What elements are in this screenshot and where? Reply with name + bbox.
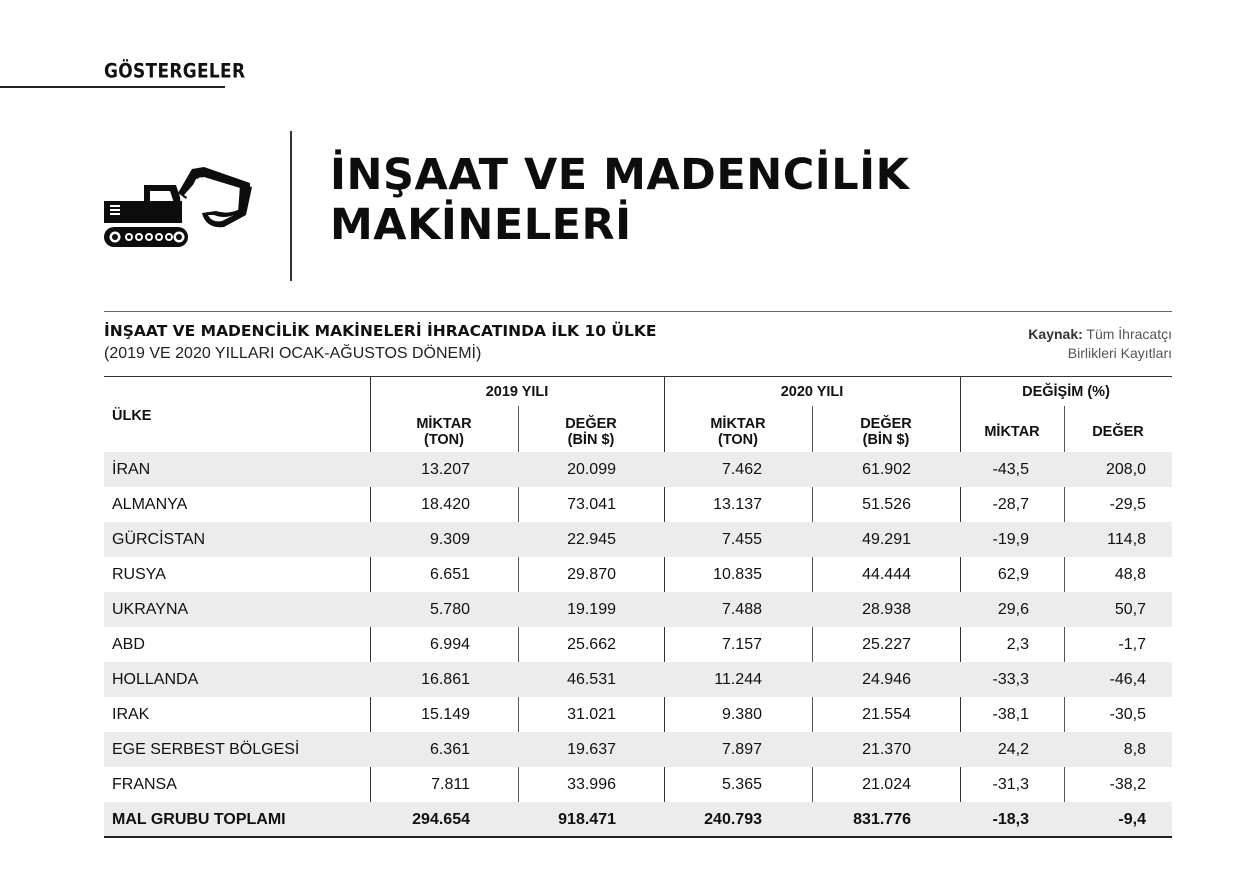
value-cell-v2019: 73.041 xyxy=(567,496,616,513)
value-cell-q2019: 13.207 xyxy=(421,461,470,478)
value-cell-q2020: 7.488 xyxy=(721,601,762,618)
value-cell-v2020: 21.554 xyxy=(862,706,911,723)
header-2020-qty-l1: MİKTAR xyxy=(710,416,766,432)
value-cell-cq: -43,5 xyxy=(992,461,1029,478)
header-2020-qty xyxy=(664,416,812,448)
table-row xyxy=(104,627,1172,662)
value-cell-v2020: 21.024 xyxy=(862,776,911,793)
value-cell-v2020: 61.902 xyxy=(862,461,911,478)
excavator-icon xyxy=(100,163,258,253)
country-cell: İRAN xyxy=(112,461,151,478)
table-row xyxy=(104,522,1172,557)
value-cell-q2020: 10.835 xyxy=(713,566,762,583)
table-row xyxy=(104,487,1172,522)
value-cell-v2019: 19.199 xyxy=(567,601,616,618)
country-cell: MAL GRUBU TOPLAMI xyxy=(112,811,286,828)
header-2019-val-l1: DEĞER xyxy=(565,416,617,432)
table-row xyxy=(104,452,1172,487)
header-2019-qty xyxy=(370,416,518,448)
country-cell: FRANSA xyxy=(112,776,177,793)
value-cell-q2019: 18.420 xyxy=(421,496,470,513)
country-cell: EGE SERBEST BÖLGESİ xyxy=(112,741,300,758)
header-2020-val-l2: (BİN $) xyxy=(862,432,910,448)
value-cell-cq: 29,6 xyxy=(997,601,1029,618)
value-cell-v2019: 22.945 xyxy=(567,531,616,548)
header-change-val: DEĞER xyxy=(1092,424,1144,440)
country-cell: RUSYA xyxy=(112,566,166,583)
header-2019-qty-l2: (TON) xyxy=(423,432,464,448)
country-cell: ABD xyxy=(112,636,145,653)
value-cell-v2020: 49.291 xyxy=(862,531,911,548)
value-cell-v2020: 21.370 xyxy=(862,741,911,758)
value-cell-q2020: 13.137 xyxy=(713,496,762,513)
value-cell-q2019: 16.861 xyxy=(421,671,470,688)
value-cell-v2020: 831.776 xyxy=(853,811,911,828)
country-cell: HOLLANDA xyxy=(112,671,199,688)
value-cell-q2020: 11.244 xyxy=(714,671,762,688)
table-row xyxy=(104,662,1172,697)
header-2020: 2020 YILI xyxy=(780,384,844,400)
source-line-2: Birlikleri Kayıtları xyxy=(1067,345,1172,361)
header-2019-val-l2: (BİN $) xyxy=(567,432,615,448)
value-cell-q2019: 5.780 xyxy=(429,601,470,618)
header-2019-qty-l1: MİKTAR xyxy=(416,416,472,432)
value-cell-cv: -46,4 xyxy=(1109,671,1146,688)
section-tag: GÖSTERGELER xyxy=(104,60,246,83)
value-cell-v2020: 28.938 xyxy=(862,601,911,618)
value-cell-cq: 24,2 xyxy=(997,741,1029,758)
value-cell-v2019: 33.996 xyxy=(567,776,616,793)
value-cell-q2019: 6.361 xyxy=(429,741,470,758)
value-cell-cv: 50,7 xyxy=(1114,601,1146,618)
value-cell-q2020: 7.462 xyxy=(721,461,762,478)
table-top-rule xyxy=(104,311,1172,312)
value-cell-v2020: 44.444 xyxy=(862,566,911,583)
value-cell-q2020: 9.380 xyxy=(721,706,762,723)
page-title-line-1: İNŞAAT VE MADENCİLİK xyxy=(330,150,910,200)
value-cell-cq: -31,3 xyxy=(992,776,1029,793)
value-cell-cv: -1,7 xyxy=(1118,636,1146,653)
value-cell-q2019: 6.994 xyxy=(429,636,470,653)
table-subtitle: (2019 VE 2020 YILLARI OCAK-AĞUSTOS DÖNEMİ) xyxy=(104,345,482,362)
table-row xyxy=(104,592,1172,627)
value-cell-v2020: 24.946 xyxy=(862,671,911,688)
table-row xyxy=(104,732,1172,767)
section-tag-underline xyxy=(0,86,225,88)
source-note xyxy=(1028,325,1172,363)
table-bottom-rule xyxy=(104,836,1172,838)
value-cell-cv: -9,4 xyxy=(1118,811,1146,828)
value-cell-cq: 2,3 xyxy=(1006,636,1029,653)
value-cell-q2020: 7.157 xyxy=(721,636,762,653)
source-label: Kaynak: xyxy=(1028,326,1083,342)
value-cell-cv: 114,8 xyxy=(1107,531,1146,548)
header-change-qty: MİKTAR xyxy=(984,424,1040,440)
value-cell-q2020: 7.455 xyxy=(721,531,762,548)
table-row xyxy=(104,767,1172,802)
country-cell: IRAK xyxy=(112,706,150,723)
header-2020-val-l1: DEĞER xyxy=(860,416,912,432)
country-cell: UKRAYNA xyxy=(112,601,189,618)
value-cell-v2019: 31.021 xyxy=(567,706,616,723)
value-cell-q2019: 7.811 xyxy=(431,776,470,793)
table-row xyxy=(104,697,1172,732)
table-row xyxy=(104,557,1172,592)
value-cell-v2019: 19.637 xyxy=(567,741,616,758)
title-divider xyxy=(290,131,292,281)
value-cell-cq: 62,9 xyxy=(997,566,1029,583)
value-cell-v2020: 51.526 xyxy=(862,496,911,513)
header-2020-qty-l2: (TON) xyxy=(717,432,758,448)
header-2019-val xyxy=(518,416,664,448)
value-cell-v2019: 918.471 xyxy=(558,811,616,828)
value-cell-cv: 48,8 xyxy=(1114,566,1146,583)
page-title-line-2: MAKİNELERİ xyxy=(330,200,632,250)
data-table xyxy=(104,376,1172,836)
header-2019: 2019 YILI xyxy=(485,384,549,400)
value-cell-cq: -28,7 xyxy=(992,496,1029,513)
value-cell-q2019: 9.309 xyxy=(429,531,470,548)
table-title: İNŞAAT VE MADENCİLİK MAKİNELERİ İHRACATINDA İLK 10 ÜLKE xyxy=(104,322,657,340)
value-cell-cv: 208,0 xyxy=(1105,461,1146,478)
value-cell-v2019: 20.099 xyxy=(567,461,616,478)
value-cell-cq: -33,3 xyxy=(992,671,1029,688)
source-line-1: Tüm İhracatçı xyxy=(1086,326,1172,342)
value-cell-cv: -29,5 xyxy=(1109,496,1146,513)
value-cell-v2020: 25.227 xyxy=(862,636,911,653)
header-country: ÜLKE xyxy=(112,408,152,424)
value-cell-q2019: 6.651 xyxy=(429,566,470,583)
page-title xyxy=(330,150,910,250)
value-cell-q2020: 240.793 xyxy=(704,811,762,828)
value-cell-cq: -18,3 xyxy=(992,811,1029,828)
value-cell-cv: 8,8 xyxy=(1123,741,1146,758)
value-cell-v2019: 29.870 xyxy=(567,566,616,583)
value-cell-q2019: 294.654 xyxy=(412,811,470,828)
country-cell: ALMANYA xyxy=(112,496,188,513)
value-cell-q2019: 15.149 xyxy=(421,706,470,723)
value-cell-cq: -19,9 xyxy=(992,531,1029,548)
value-cell-cv: -38,2 xyxy=(1109,776,1146,793)
value-cell-q2020: 5.365 xyxy=(721,776,762,793)
value-cell-q2020: 7.897 xyxy=(721,741,762,758)
value-cell-v2019: 46.531 xyxy=(567,671,616,688)
header-2020-val xyxy=(812,416,960,448)
country-cell: GÜRCİSTAN xyxy=(112,531,206,548)
header-change: DEĞİŞİM (%) xyxy=(1022,384,1110,400)
value-cell-v2019: 25.662 xyxy=(567,636,616,653)
table-total-row xyxy=(104,802,1172,837)
value-cell-cv: -30,5 xyxy=(1109,706,1146,723)
value-cell-cq: -38,1 xyxy=(992,706,1029,723)
